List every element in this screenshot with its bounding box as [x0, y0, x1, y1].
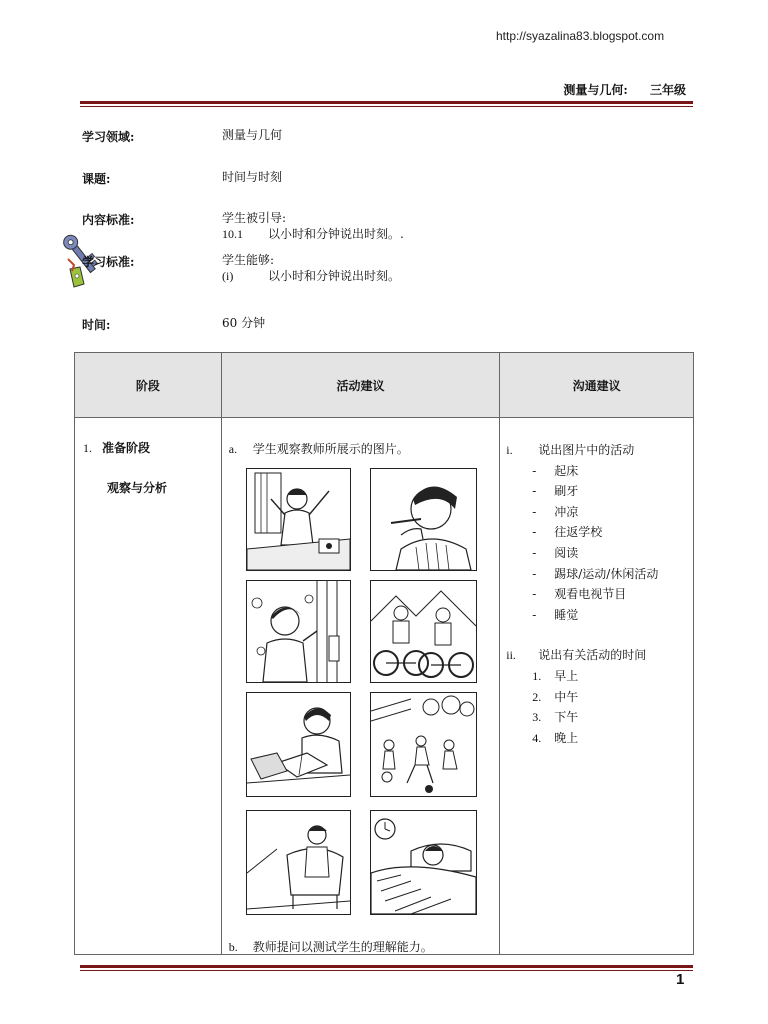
illustration-brushing-teeth: [370, 468, 477, 571]
topic-label: 课题:: [82, 172, 111, 186]
activity-b: b. 教师提问以测试学生的理解能力。: [228, 940, 433, 954]
header-stage: 阶段: [75, 353, 222, 418]
list-item: - 睡觉: [532, 607, 579, 622]
list-item: 2. 中午: [532, 689, 579, 704]
topic-value: 时间与时刻: [222, 170, 283, 184]
list-item: - 起床: [532, 463, 579, 478]
illustration-playing-football: [370, 692, 477, 797]
header-communication: 沟通建议: [500, 353, 694, 418]
page-number: 1: [676, 971, 685, 988]
top-rule: [80, 101, 693, 107]
list-item: - 往返学校: [532, 525, 603, 540]
bottom-rule: [80, 965, 693, 971]
stage-subtitle: 观察与分析: [107, 481, 168, 495]
document-header: [545, 81, 686, 98]
list-item: 3. 下午: [532, 710, 579, 725]
comm-heading-i: i. 说出图片中的活动: [506, 443, 635, 457]
activity-a: a. 学生观察教师所展示的图片。: [228, 442, 409, 456]
table-header-row: [75, 353, 694, 418]
stage-title: 1. 准备阶段: [83, 441, 151, 455]
header-subject: 测量与几何:: [563, 83, 628, 97]
learning-standard-label: 学习标准:: [82, 255, 135, 269]
illustration-watching-tv: [246, 810, 351, 915]
list-item: 1. 早上: [532, 668, 579, 683]
list-item: - 观看电视节目: [532, 587, 627, 602]
list-item: - 冲凉: [532, 504, 579, 519]
domain-label: 学习领域:: [82, 130, 135, 144]
header-activity: 活动建议: [221, 353, 499, 418]
list-item: - 阅读: [532, 545, 579, 560]
blog-url: http://syazalina83.blogspot.com: [496, 29, 665, 43]
communication-cell: [500, 418, 694, 955]
header-grade: 三年级: [649, 83, 686, 97]
content-standard-value: [222, 210, 404, 242]
list-item: - 刷牙: [532, 484, 579, 499]
comm-heading-ii: ii. 说出有关活动的时间: [506, 648, 647, 663]
domain-value: 测量与几何: [222, 128, 283, 142]
list-item: 4. 晚上: [532, 730, 579, 745]
time-value: 60 分钟: [222, 316, 266, 330]
content-line: 10.1 以小时和分钟说出时刻。.: [222, 227, 404, 241]
content-standard-label: 内容标准:: [82, 213, 135, 227]
learning-line: 学生能够:: [222, 253, 275, 267]
content-line: 学生被引导:: [222, 211, 287, 225]
illustration-sleeping: [370, 810, 477, 915]
learning-standard-value: [222, 252, 400, 284]
illustration-cycling-to-school: [370, 580, 477, 683]
lesson-table: [74, 352, 694, 955]
table-row: [75, 418, 694, 955]
time-label: 时间:: [82, 318, 111, 332]
stage-cell: [75, 418, 222, 955]
learning-line: (i) 以小时和分钟说出时刻。: [222, 269, 401, 283]
list-item: - 踢球/运动/休闲活动: [532, 566, 659, 581]
illustration-showering: [246, 580, 351, 683]
activity-cell: [221, 418, 499, 955]
illustration-reading: [246, 692, 351, 797]
illustration-waking-up: [246, 468, 351, 571]
